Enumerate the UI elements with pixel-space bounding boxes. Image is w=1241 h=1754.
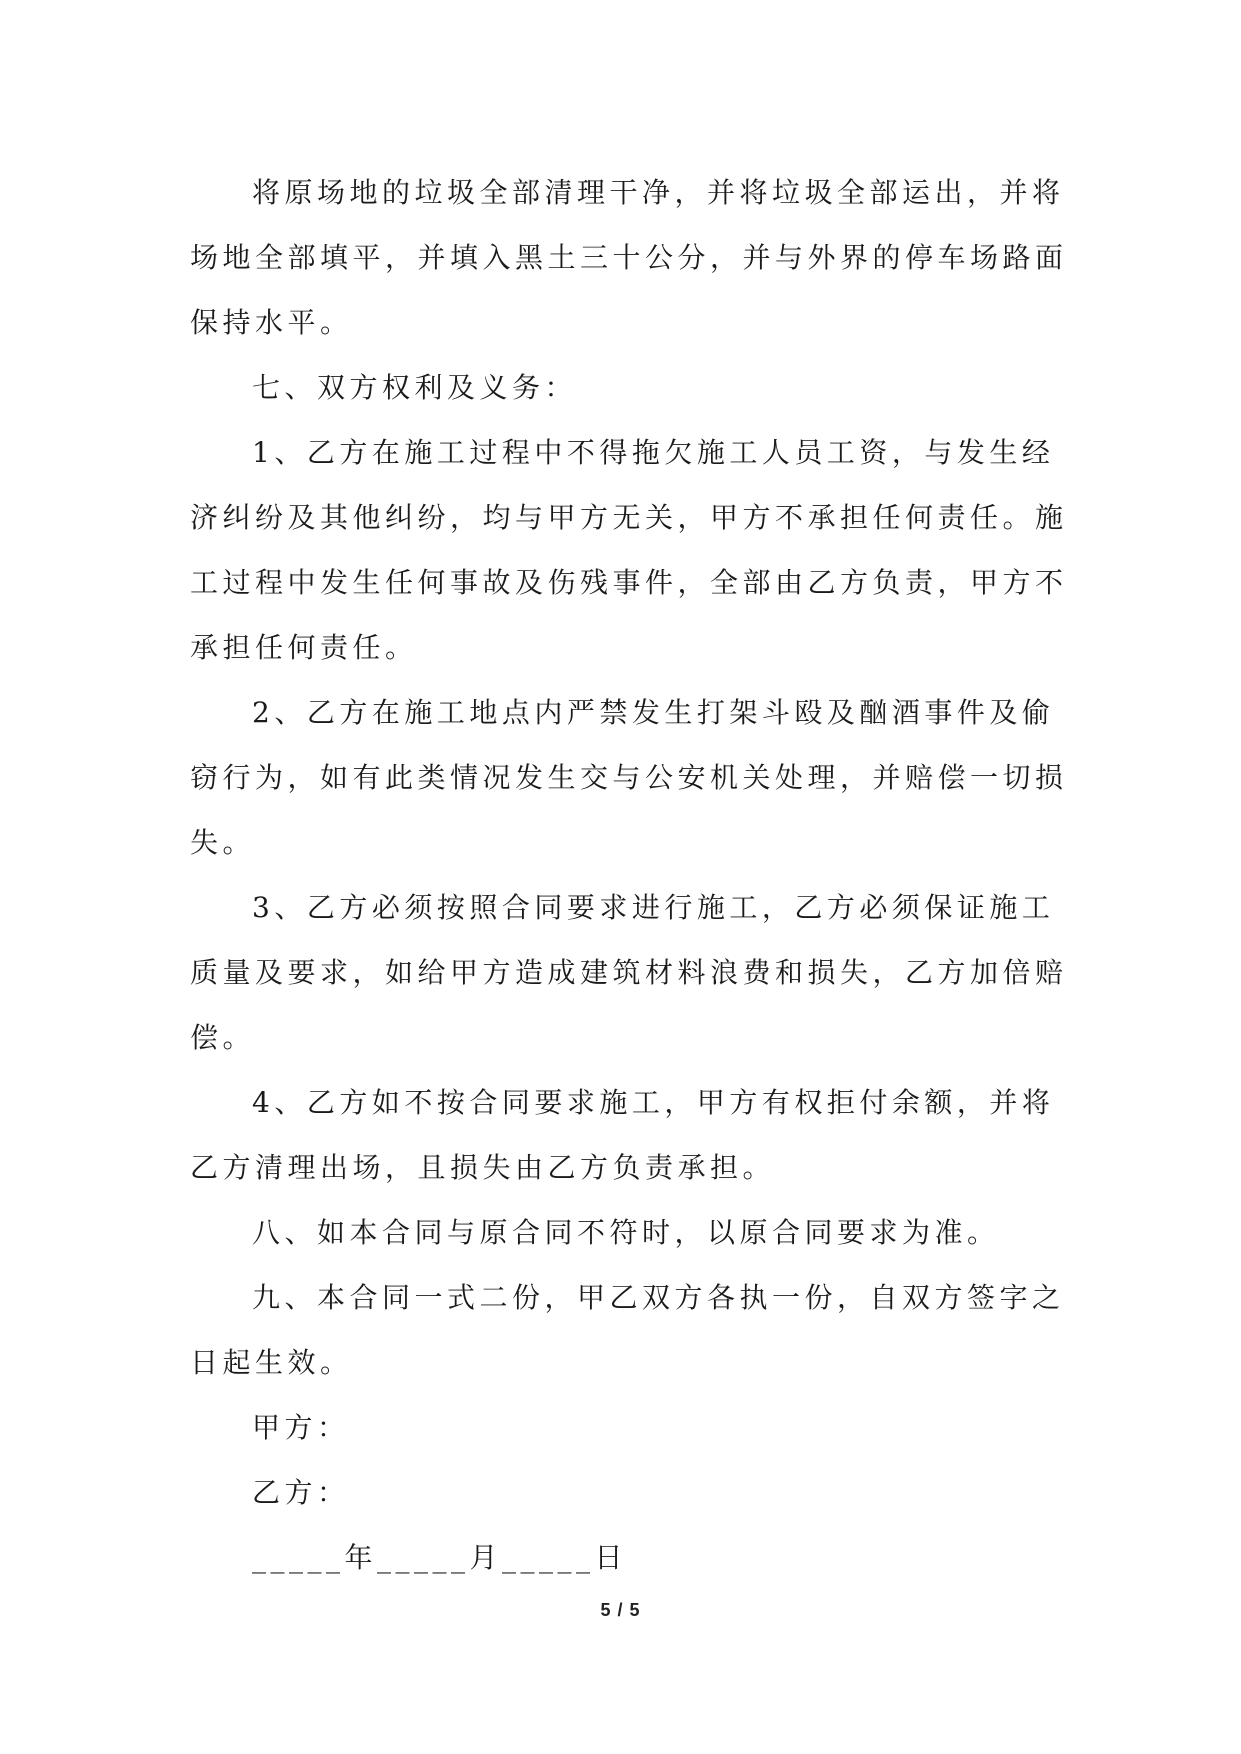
heading-rights-obligations: 七、双方权利及义务： <box>252 371 578 404</box>
clause-1: 1、乙方在施工过程中不得拖欠施工人员工资，与发生经济纠纷及其他纠纷，均与甲方无关，甲方不承担任何责任。施工过程中发生任何事故及伤残事件，全部由乙方负责，甲方不承担任何责任。 <box>190 436 1068 664</box>
section-nine: 九、本合同一式二份，甲乙双方各执一份，自双方签字之日起生效。 <box>190 1281 1065 1379</box>
clause-2: 2、乙方在施工地点内严禁发生打架斗殴及酗酒事件及偷窃行为，如有此类情况发生交与公安机关处理，并赔偿一切损失。 <box>190 696 1068 859</box>
page-number: 5 / 5 <box>600 1600 641 1620</box>
signing-date: _____年_____月_____日 <box>252 1541 628 1574</box>
paragraph-site-cleanup: 将原场地的垃圾全部清理干净，并将垃圾全部运出，并将场地全部填平，并填入黑土三十公分，并与外界的停车场路面保持水平。 <box>190 176 1068 339</box>
party-a-signature: 甲方： <box>252 1411 350 1444</box>
section-eight: 八、如本合同与原合同不符时，以原合同要求为准。 <box>252 1216 1000 1249</box>
party-b-signature: 乙方： <box>252 1476 350 1509</box>
clause-4: 4、乙方如不按合同要求施工，甲方有权拒付余额，并将乙方清理出场，且损失由乙方负责承担。 <box>190 1086 1055 1184</box>
clause-3: 3、乙方必须按照合同要求进行施工，乙方必须保证施工质量及要求，如给甲方造成建筑材料浪费和损失，乙方加倍赔偿。 <box>190 891 1068 1054</box>
document-body <box>190 160 1070 1590</box>
